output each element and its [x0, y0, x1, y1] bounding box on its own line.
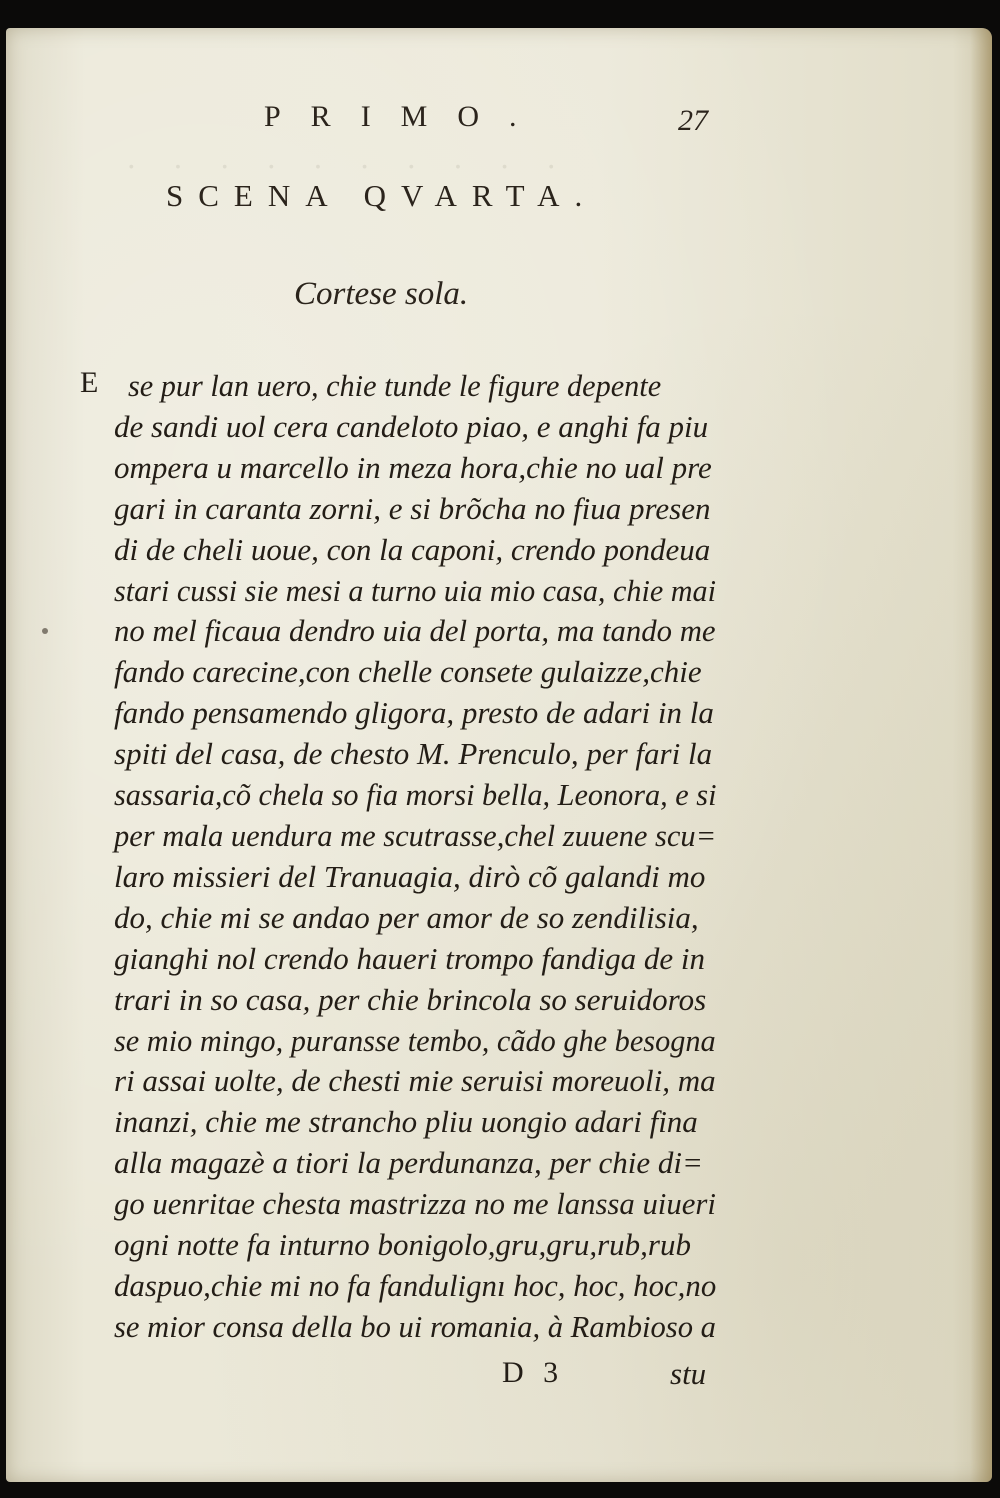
- show-through-text: · · · · · · · · · ·: [126, 148, 571, 184]
- page-footer: [6, 1356, 992, 1396]
- text-line: fando carecine,con chelle consete gulaizze,chie: [114, 654, 702, 690]
- text-line: se mio mingo, puransse tembo, cãdo ghe besogna: [114, 1023, 716, 1058]
- text-line: ompera u marcello in meza hora,chie no ual pre: [114, 449, 712, 485]
- page-header: [6, 100, 992, 140]
- text-line: ri assai uolte, de chesti mie seruisi moreuoli, ma: [114, 1063, 716, 1099]
- text-line: per mala uendura me scutrasse,chel zuuene scu=: [114, 818, 717, 853]
- text-line: alla magazè a tiori la perdunanza, per chie di=: [114, 1145, 703, 1181]
- text-line: ogni notte fa inturno bonigolo,gru,gru,rub,rub: [114, 1227, 691, 1263]
- text-line: di de cheli uoue, con la caponi, crendo pondeua: [114, 531, 711, 567]
- body-text: [114, 366, 716, 1348]
- ink-speck: [42, 628, 48, 634]
- text-line: no mel ficaua dendro uia del porta, ma tando me: [114, 614, 716, 649]
- text-line: trari in so casa, per chie brincola so seruidoros: [114, 981, 707, 1017]
- running-head: PRIMO.: [264, 100, 547, 133]
- page-edge-stain: [970, 28, 992, 1482]
- text-line: laro missieri del Tranuagia, dirò cõ galandi mo: [114, 858, 706, 894]
- text-line: fando pensamendo gligora, presto de adari in la: [114, 695, 714, 731]
- page-number: 27: [678, 104, 708, 137]
- text-line: daspuo,chie mi no fa fandulignı hoc, hoc, hoc,no: [114, 1268, 717, 1303]
- initial-letter: E: [80, 366, 99, 399]
- signature-mark: D 3: [502, 1356, 565, 1389]
- text-line: se mior consa della bo ui romania, à Rambioso a: [114, 1309, 716, 1344]
- text-line: sassaria,cõ chela so fia morsi bella, Leonora, e si: [114, 778, 717, 813]
- text-line: do, chie mi se andao per amor de so zendilisia,: [114, 899, 699, 935]
- text-line: gari in caranta zorni, e si brõcha no fiua presen: [114, 490, 711, 526]
- scene-title: SCENA QVARTA.: [166, 178, 598, 213]
- text-line: stari cussi sie mesi a turno uia mio casa, chie mai: [114, 573, 716, 608]
- text-line: se pur lan uero, chie tunde le figure depente: [128, 369, 662, 403]
- speaker-heading: Cortese sola.: [294, 276, 469, 312]
- book-page: [6, 28, 992, 1482]
- text-line: gianghi nol crendo haueri trompo fandiga de in: [114, 940, 705, 976]
- text-line: spiti del casa, de chesto M. Prenculo, per fari la: [114, 736, 713, 772]
- text-line: inanzi, chie me strancho pliu uongio adari fina: [114, 1104, 698, 1140]
- catchword: stu: [670, 1356, 707, 1391]
- text-line: go uenritae chesta mastrizza no me lanssa uiueri: [114, 1187, 716, 1222]
- text-line: de sandi uol cera candeloto piao, e anghi fa piu: [114, 408, 709, 444]
